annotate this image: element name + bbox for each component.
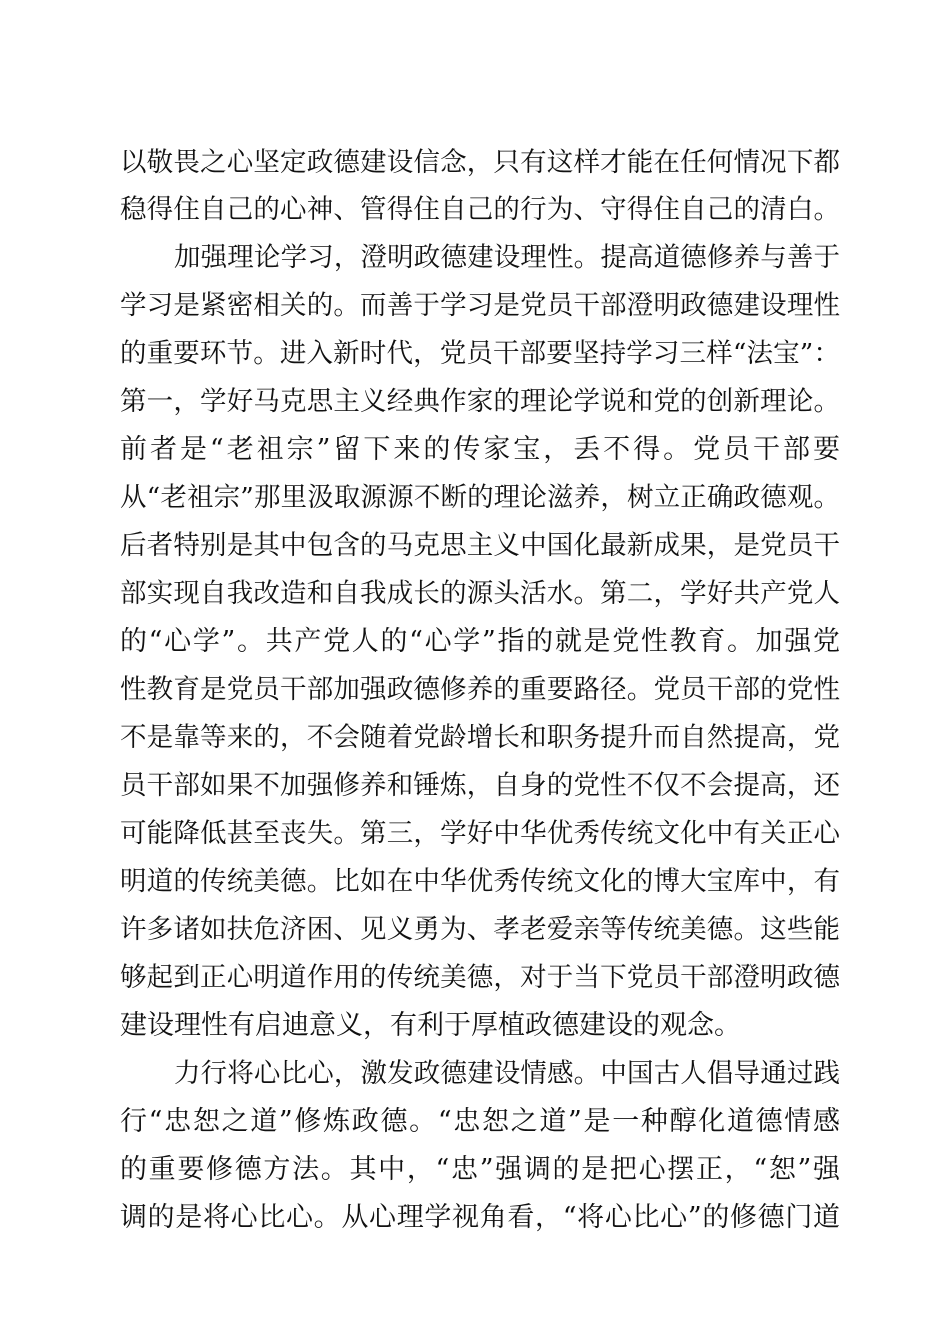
text-line-14: 员干部如果不加强修养和锤炼，自身的党性不仅不会提高，还: [120, 770, 840, 801]
text-line-10: 部实现自我改造和自我成长的源头活水。第二，学好共产党人: [120, 578, 840, 609]
text-line-18: 够起到正心明道作用的传统美德，对于当下党员干部澄明政德: [120, 962, 840, 993]
paragraph-heading-empathy: 力行将心比心，激发政德建设情感。中国古人倡导通过践: [174, 1058, 840, 1089]
text-line-13: 不是靠等来的，不会随着党龄增长和职务提升而自然提高，党: [120, 722, 840, 753]
text-line-8: 从“老祖宗”那里汲取源源不断的理论滋养，树立正确政德观。: [120, 482, 840, 513]
text-line-22: 的重要修德方法。其中，“忠”强调的是把心摆正，“恕”强: [120, 1154, 840, 1185]
text-line-23: 调的是将心比心。从心理学视角看，“将心比心”的修德门道: [120, 1202, 840, 1233]
paragraph-heading-theory: 加强理论学习，澄明政德建设理性。提高道德修养与善于: [174, 242, 840, 273]
text-line-17: 许多诸如扶危济困、见义勇为、孝老爱亲等传统美德。这些能: [120, 914, 840, 945]
text-line-9: 后者特别是其中包含的马克思主义中国化最新成果，是党员干: [120, 530, 840, 561]
text-line-6: 第一，学好马克思主义经典作家的理论学说和党的创新理论。: [120, 386, 840, 417]
text-line-1: 以敬畏之心坚定政德建设信念，只有这样才能在任何情况下都: [120, 147, 840, 178]
text-line-21: 行“忠恕之道”修炼政德。“忠恕之道”是一种醇化道德情感: [120, 1106, 840, 1137]
text-line-15: 可能降低甚至丧失。第三，学好中华优秀传统文化中有关正心: [120, 818, 840, 849]
text-line-4: 学习是紧密相关的。而善于学习是党员干部澄明政德建设理性: [120, 290, 840, 321]
text-line-12: 性教育是党员干部加强政德修养的重要路径。党员干部的党性: [120, 674, 840, 705]
text-line-19: 建设理性有启迪意义，有利于厚植政德建设的观念。: [120, 1010, 741, 1041]
text-line-5: 的重要环节。进入新时代，党员干部要坚持学习三样“法宝”：: [120, 338, 840, 369]
text-line-2: 稳得住自己的心神、管得住自己的行为、守得住自己的清白。: [120, 194, 840, 225]
text-line-16: 明道的传统美德。比如在中华优秀传统文化的博大宝库中，有: [120, 866, 840, 897]
text-line-7: 前者是“老祖宗”留下来的传家宝，丢不得。党员干部要: [120, 434, 840, 465]
text-line-11: 的“心学”。共产党人的“心学”指的就是党性教育。加强党: [120, 626, 840, 657]
